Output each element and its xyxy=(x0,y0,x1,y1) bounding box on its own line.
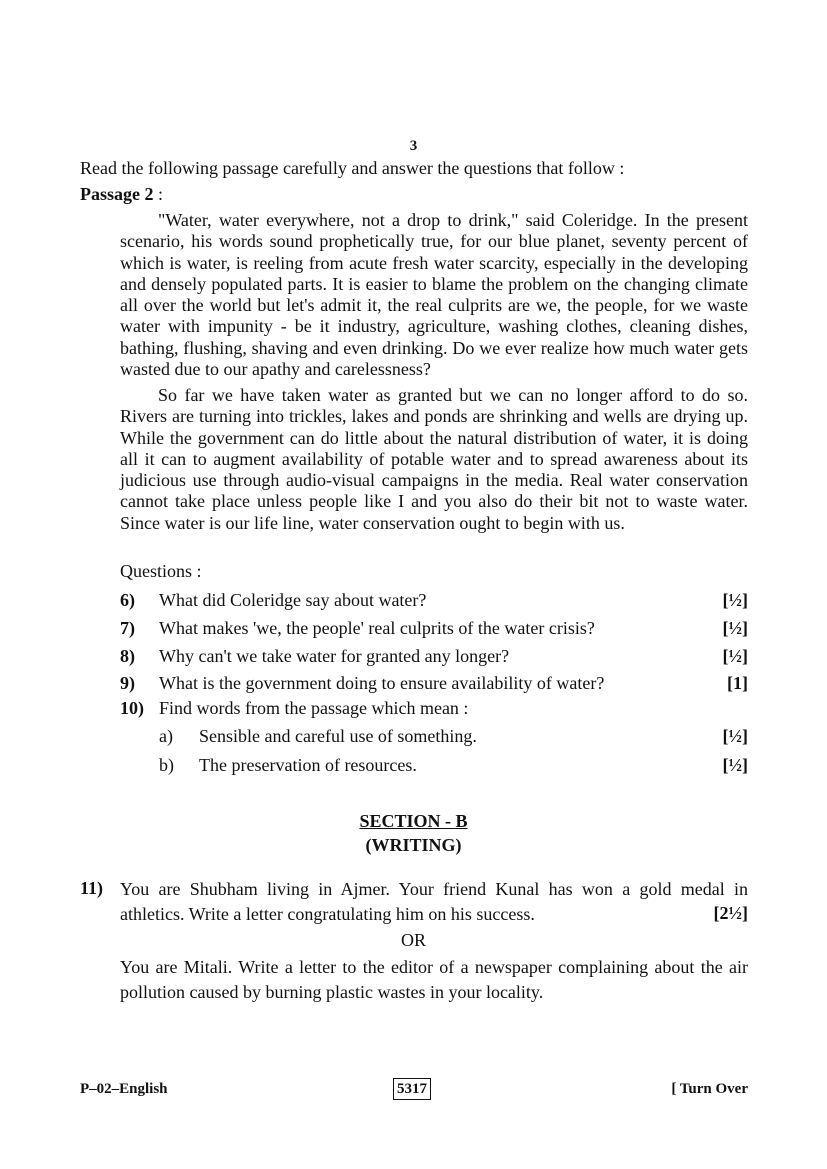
passage-paragraph-1: "Water, water everywhere, not a drop to drink," said Coleridge. In the present scenario, his words sound prophetically true, for our blue planet, seventy percent of which is water, is reeling from acute fresh water scarcity, especially in the developing and densely populated parts. It is easier to blame the problem on the changing climate all over the world but let's admit it, the real culprits are we, the people, for we waste water with impunity - be it industry, agriculture, washing clothes, cleaning dishes, bathing, flushing, shaving and even drinking. Do we ever realize how much water gets wasted due to our apathy and carelessness? xyxy=(120,210,748,380)
passage-label-title: Passage 2 xyxy=(80,184,154,204)
questions-label: Questions : xyxy=(120,561,202,581)
passage-label xyxy=(80,183,163,205)
sub-question-letter: a) xyxy=(159,726,173,746)
question-text: Why can't we take water for granted any longer? xyxy=(159,646,510,666)
question-11-marks: [2½] xyxy=(713,903,748,923)
question-text: What did Coleridge say about water? xyxy=(159,590,427,610)
question-number: 7) xyxy=(120,618,135,638)
question-11-alternative: You are Mitali. Write a letter to the editor of a newspaper complaining about the air pollution caused by burning plastic wastes in your locality. xyxy=(120,957,748,1002)
sub-question-letter: b) xyxy=(159,755,174,775)
or-separator: OR xyxy=(400,930,426,950)
sub-question-text: Sensible and careful use of something. xyxy=(199,726,477,746)
passage-paragraph-2: So far we have taken water as granted but we can no longer afford to do so. Rivers are turning into trickles, lakes and ponds are shrinking and wells are drying up. While the government can do little about the natural distribution of water, it is doing all it can to augment availability of potable water and to spread awareness about its judicious use through audio-visual campaigns in the media. Real water conservation cannot take place unless people like I and you also do their bit not to waste water. Since water is our life line, water conservation ought to begin with us. xyxy=(120,385,748,533)
question-text: Find words from the passage which mean : xyxy=(159,698,469,718)
question-11-number: 11) xyxy=(80,878,104,898)
sub-question-marks: [½] xyxy=(722,726,748,746)
footer-paper-code: 5317 xyxy=(393,1078,431,1100)
instruction-text: Read the following passage carefully and answer the questions that follow : xyxy=(80,158,625,178)
sub-question-text: The preservation of resources. xyxy=(199,755,417,775)
question-marks: [½] xyxy=(722,618,748,638)
question-number: 9) xyxy=(120,673,135,693)
question-marks: [½] xyxy=(722,646,748,666)
question-number: 8) xyxy=(120,646,135,666)
sub-question-marks: [½] xyxy=(722,755,748,775)
page-number: 3 xyxy=(409,138,418,154)
question-number: 10) xyxy=(120,698,144,718)
section-heading xyxy=(0,810,827,832)
question-number: 6) xyxy=(120,590,135,610)
passage-label-colon: : xyxy=(153,184,164,204)
footer-turn-over: [ Turn Over xyxy=(671,1081,748,1097)
question-text: What is the government doing to ensure availability of water? xyxy=(159,673,605,693)
question-marks: [1] xyxy=(727,673,748,693)
section-subheading: (WRITING) xyxy=(365,835,462,855)
question-11-text: You are Shubham living in Ajmer. Your friend Kunal has won a gold medal in athletics. Write a letter congratulating him on his success. xyxy=(120,879,748,924)
question-marks: [½] xyxy=(722,590,748,610)
section-heading-text: SECTION - B xyxy=(359,811,468,831)
question-text: What makes 'we, the people' real culprits of the water crisis? xyxy=(159,618,595,638)
footer-subject-code: P–02–English xyxy=(80,1081,168,1097)
